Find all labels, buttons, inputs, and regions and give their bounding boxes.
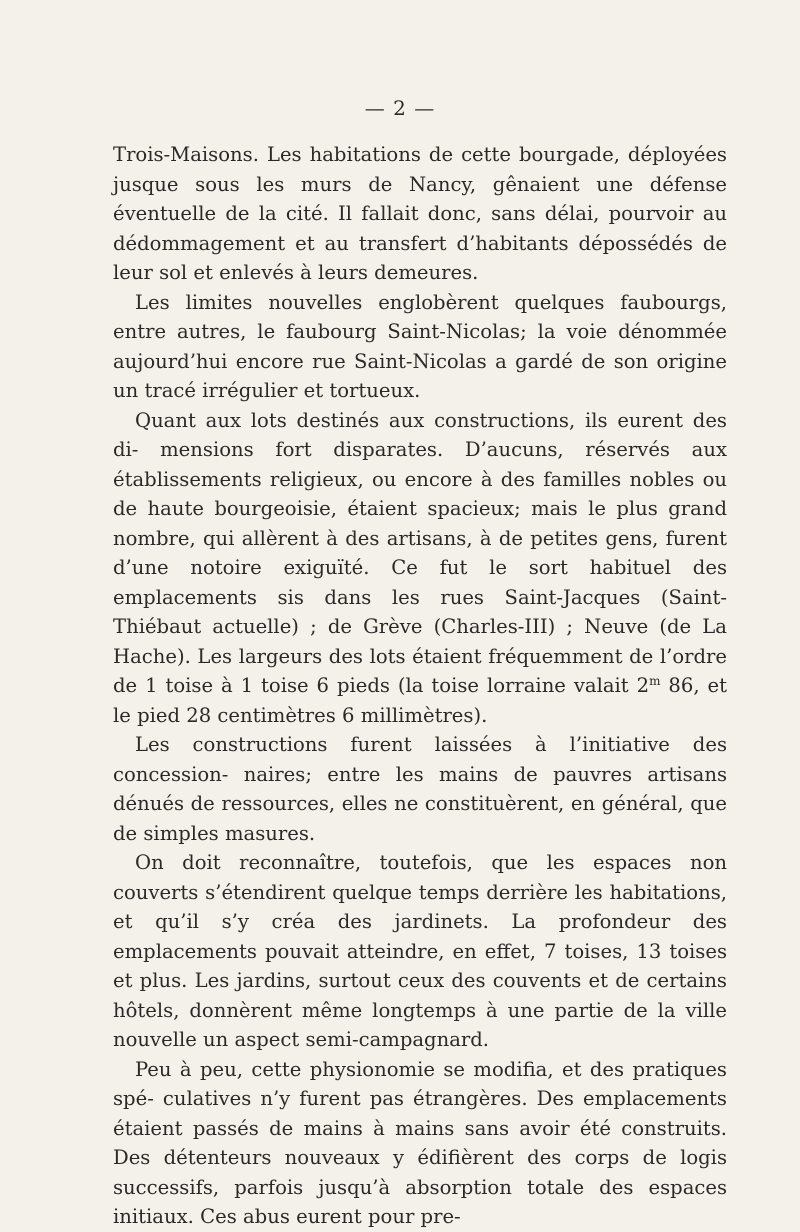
paragraph-1: Trois-Maisons. Les habitations de cette bourgade, déployées jusque sous les murs de Nancy, gênaient une défense éventuelle de la cité. Il fallait donc, sans délai, pourvoir au dédommagement et au transfert d’habitants dépossédés de leur sol et enlevés à leurs demeures. (113, 143, 727, 284)
paragraph-3 (113, 406, 727, 731)
paragraph-3-tail: 86, et le pied 28 centimètres 6 millimètres). (113, 674, 727, 727)
paragraph-2: Les limites nouvelles englobèrent quelques faubourgs, entre autres, le faubourg Saint-Nicolas; la voie dénommée aujourd’hui encore rue Saint-Nicolas a gardé de son origine un tracé irrégulier et tortueux. (113, 290, 727, 402)
paragraph-5: On doit reconnaître, toutefois, que les espaces non couverts s’étendirent quelque temps derrière les habitations, et qu’il s’y créa des jardinets. La profondeur des emplacements pouvait atteindre, en effet, 7 toises, 13 toises et plus. Les jardins, surtout ceux des couvents et de certains hôtels, donnèrent même longtemps à une partie de la ville nouvelle un aspect semi-campagnard. (113, 851, 727, 1051)
page-number: — 2 — (364, 96, 436, 120)
paragraph-4: Les constructions furent laissées à l’initiative des concession- naires; entre les mains de pauvres artisans dénués de ressources, elles ne constituèrent, en général, que de simples masures. (113, 733, 727, 845)
paragraph-6: Peu à peu, cette physionomie se modifia, et des pratiques spé- culatives n’y furent pas étrangères. Des emplacements étaient passés de mains à mains sans avoir été construits. Des détenteurs nouveaux y édifièrent des corps de logis successifs, parfois jusqu’à absorption totale des espaces initiaux. Ces abus eurent pour pre- (113, 1057, 727, 1228)
body-text (113, 140, 727, 1232)
meter-superscript: m (649, 674, 661, 688)
paragraph-3-text: Quant aux lots destinés aux constructions, ils eurent des di- mensions fort disparates. D’aucuns, réservés aux établissements religieux, ou encore à des familles nobles ou de haute bourgeoisie, étaient spacieux; mais le plus grand nombre, qui allèrent à des artisans, à de petites gens, furent d’une notoire exiguïté. Ce fut le sort habituel des emplacements sis dans les rues Saint-Jacques (Saint-Thiébaut actuelle) ; de Grève (Charles-III) ; Neuve (de La Hache). Les largeurs des lots étaient fréquemment de l’ordre de 1 toise à 1 toise 6 pieds (la toise lorraine valait 2 (113, 408, 727, 697)
